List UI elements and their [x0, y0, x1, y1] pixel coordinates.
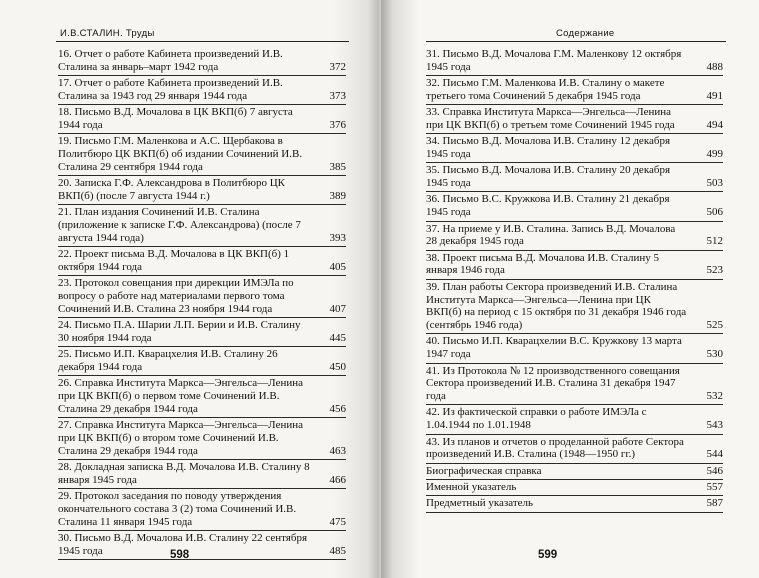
toc-entry [426, 480, 723, 496]
toc-entry [58, 276, 346, 318]
toc-entry [58, 531, 346, 560]
toc-entry [58, 205, 346, 247]
toc-entry-title: 40. Письмо И.П. Кварацхелии В.С. Кружкову 13 марта 1947 года [426, 335, 682, 361]
toc-entry-title: 35. Письмо В.Д. Мочалова И.В. Сталину 20 декабря 1945 года [426, 164, 671, 190]
toc-entry-page: 543 [706, 419, 723, 432]
toc-entry [426, 134, 723, 163]
toc-entry [58, 47, 346, 76]
toc-entry-page: 393 [329, 231, 346, 244]
toc-entry [426, 47, 723, 76]
toc-entry [58, 418, 346, 460]
toc-entry [426, 76, 723, 105]
toc-entry-title: 23. Протокол совещания при дирекции ИМЭЛа по вопросу о работе над материалами первого тома Сочинений И.В. Сталина 23 ноября 1944 года [58, 277, 294, 315]
toc-entry [426, 280, 723, 335]
page-number: 598 [170, 549, 190, 561]
toc-entry [426, 364, 723, 406]
toc-entry-page: 407 [329, 302, 346, 315]
running-head: И.В.СТАЛИН. Труды [60, 28, 155, 39]
running-head: Содержание [556, 28, 615, 39]
toc-entry-title: 36. Письмо В.С. Кружкова И.В. Сталину 21 декабря 1945 года [426, 193, 670, 219]
toc-entry-title: Именной указатель [426, 480, 517, 493]
toc-entry [58, 347, 346, 376]
toc-entry-page: 466 [329, 473, 346, 486]
toc-entry-page: 532 [706, 390, 723, 403]
toc-entry-page: 506 [706, 206, 723, 219]
right-page [381, 0, 759, 578]
toc-list [426, 47, 723, 513]
left-page [0, 0, 379, 578]
page-number: 599 [538, 549, 558, 561]
toc-entry-page: 544 [706, 448, 723, 461]
toc-entry-page: 475 [329, 515, 346, 528]
toc-entry-page: 389 [329, 189, 346, 202]
toc-entry-title: 17. Отчет о работе Кабинета произведений И.В. Сталина за 1943 год 29 января 1944 года [58, 77, 283, 102]
toc-entry-title: 24. Письмо П.А. Шарии Л.П. Берии и И.В. Сталину 30 ноября 1944 года [58, 319, 301, 344]
toc-entry [58, 318, 346, 347]
header-rule [426, 41, 726, 42]
toc-entry-title: 19. Письмо Г.М. Маленкова и А.С. Щербакова в Политбюро ЦК ВКП(б) об издании Сочинений И.В. Сталина 29 сентября 1944 года [58, 135, 303, 173]
toc-entry-title: 20. Записка Г.Ф. Александрова в Политбюро ЦК ВКП(б) (после 7 августа 1944 г.) [58, 177, 285, 202]
toc-entry-title: 37. На приеме у И.В. Сталина. Запись В.Д. Мочалова 28 декабря 1945 года [426, 222, 676, 248]
toc-entry-title: 28. Докладная записка В.Д. Мочалова И.В. Сталину 8 января 1945 года [58, 461, 310, 486]
toc-entry-title: 42. Из фактической справки о работе ИМЭЛа с 1.04.1944 по 1.01.1948 [426, 406, 647, 432]
toc-entry [58, 176, 346, 205]
toc-entry-page: 445 [329, 331, 346, 344]
toc-entry-title: Предметный указатель [426, 497, 534, 510]
toc-entry-title: 18. Письмо В.Д. Мочалова в ЦК ВКП(б) 7 августа 1944 года [58, 106, 293, 131]
toc-entry-page: 488 [706, 60, 723, 73]
toc-entry-title: 32. Письмо Г.М. Маленкова И.В. Сталину о макете третьего тома Сочинений 5 декабря 1945 года [426, 77, 665, 102]
toc-entry [426, 222, 723, 251]
toc-entry-title: 16. Отчет о работе Кабинета произведений И.В. Сталина за январь–март 1942 года [58, 48, 283, 73]
toc-entry-title: 38. Проект письма В.Д. Мочалова И.В. Сталину 5 января 1946 года [426, 251, 660, 277]
toc-entry-title: 41. Из Протокола № 12 производственного совещания Сектора произведений И.В. Сталина 31 декабря 1947 года [426, 364, 680, 403]
toc-list [58, 47, 346, 560]
toc-entry-title: 21. План издания Сочинений И.В. Сталина (приложение к записке Г.Ф. Александрова) (после 7 августа 1944 года) [58, 206, 301, 244]
toc-entry-title: 26. Справка Института Маркса—Энгельса—Ленина при ЦК ВКП(б) о первом томе Сочинений И.В. Сталина 29 декабря 1944 года [58, 377, 303, 415]
toc-entry-title: 43. Из планов и отчетов о проделанной работе Сектора произведений И.В. Сталина (1948—1950 гг.) [426, 435, 684, 461]
toc-entry [58, 376, 346, 418]
toc-entry-page: 530 [706, 348, 723, 361]
toc-entry [426, 334, 723, 363]
toc-entry-page: 523 [706, 264, 723, 277]
toc-entry-page: 463 [329, 444, 346, 457]
toc-entry [58, 76, 346, 105]
toc-entry [58, 460, 346, 489]
toc-entry [58, 134, 346, 176]
toc-entry-title: 33. Справка Института Маркса—Энгельса—Ленина при ЦК ВКП(б) о третьем томе Сочинений 1945 года [426, 106, 675, 131]
header-rule [56, 41, 349, 42]
toc-entry-title: 30. Письмо В.Д. Мочалова И.В. Сталину 22 сентября 1945 года [58, 532, 308, 557]
toc-entry-page: 456 [329, 402, 346, 415]
toc-entry-page: 587 [706, 497, 723, 510]
toc-entry [426, 405, 723, 434]
toc-entry-title: 22. Проект письма В.Д. Мочалова в ЦК ВКП(б) 1 октября 1944 года [58, 248, 290, 273]
toc-entry [58, 489, 346, 531]
toc-entry-page: 373 [329, 89, 346, 102]
toc-entry-page: 491 [706, 89, 723, 102]
toc-entry-title: 31. Письмо В.Д. Мочалова Г.М. Маленкову 12 октября 1945 года [426, 48, 682, 73]
toc-entry-page: 385 [329, 160, 346, 173]
toc-entry-title: 34. Письмо В.Д. Мочалова И.В. Сталину 12 декабря 1945 года [426, 135, 671, 161]
toc-entry-page: 372 [329, 60, 346, 73]
toc-entry-title: 29. Протокол заседания по поводу утверждения окончательного состава 3 (2) тома Сочинений И.В. Сталина 11 января 1945 года [58, 490, 297, 528]
toc-entry [426, 435, 723, 464]
toc-entry [426, 496, 723, 512]
toc-entry [426, 464, 723, 480]
toc-entry-page: 557 [706, 480, 723, 493]
toc-entry-page: 499 [706, 148, 723, 161]
toc-entry-page: 503 [706, 177, 723, 190]
toc-entry [426, 105, 723, 134]
toc-entry [426, 251, 723, 280]
toc-entry-page: 512 [706, 235, 723, 248]
toc-entry-title: 39. План работы Сектора произведений И.В. Сталина Института Маркса—Энгельса—Ленина при ЦК ВКП(б) на период с 15 октября по 31 декабря 1946 года (сентябрь 1946 года) [426, 280, 687, 332]
toc-entry-title: 25. Письмо И.П. Кварацхелия И.В. Сталину 26 декабря 1944 года [58, 348, 278, 374]
toc-entry [58, 105, 346, 134]
toc-entry [426, 163, 723, 192]
toc-entry-page: 525 [706, 319, 723, 332]
toc-entry [58, 247, 346, 276]
toc-entry-page: 494 [706, 118, 723, 131]
toc-entry [426, 192, 723, 221]
toc-entry-page: 485 [329, 544, 346, 557]
toc-entry-page: 405 [329, 260, 346, 273]
toc-entry-page: 376 [329, 118, 346, 131]
toc-entry-title: Биографическая справка [426, 464, 542, 477]
toc-entry-title: 27. Справка Института Маркса—Энгельса—Ленина при ЦК ВКП(б) о втором томе Сочинений И.В. Сталина 29 декабря 1944 года [58, 419, 303, 457]
toc-entry-page: 546 [706, 464, 723, 477]
toc-entry-page: 450 [329, 361, 346, 374]
